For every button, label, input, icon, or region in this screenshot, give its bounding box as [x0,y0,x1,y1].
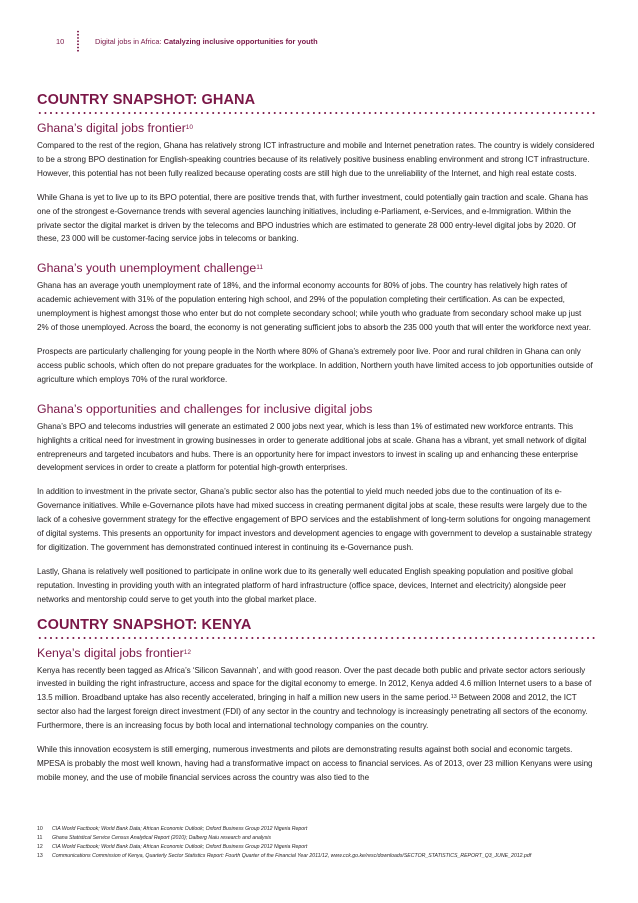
heading-text: Kenya’s digital jobs frontier [37,645,184,660]
kenya-section-title: COUNTRY SNAPSHOT: KENYA [37,616,252,633]
footnote-text: CIA World Factbook; World Bank Data; African Economic Outlook; Oxford Business Group 2012 Nigeria Report [52,826,308,832]
paragraph-text: Between 2008 and 2012, the ICT sector also had the largest foreign direct investment (FDI) of any sector in the country and technology is increasingly penetrating all sectors of the economy. Furthermore, there is an increasing focus by both local and international technology companies on the country. [37,693,588,731]
ghana-frontier-heading [37,121,595,136]
header-title-bold: Catalyzing inclusive opportunities for youth [163,37,318,46]
heading-text: Ghana’s youth unemployment challenge [37,261,257,276]
footnote-text: Ghana Statistical Service Census Analytical Report (2010); Dalberg Naiu research and analysis [52,834,271,841]
ghana-section-title: COUNTRY SNAPSHOT: GHANA [37,92,256,108]
header-title [95,37,318,46]
footnote-number: 10 [37,826,43,832]
paragraph: Lastly, Ghana is relatively well positioned to participate in online work due to its generally well educated English speaking population and positive global reputation. Investing in providing youth with an integrated platform of hard infrastructure (office space, devices, Internet and electricity) alongside peer networks and mentorship could serve to get youth into the global market place. [37,566,573,604]
footnote-text: Communications Commission of Kenya, Quarterly Sector Statistics Report: Fourth Quarter of the Financial Year 2011/12, www.cck.go.ke/resc/downloads/SECTOR_STATISTICS_REPORT_Q3_JUNE_2012.pdf [52,852,532,859]
paragraph: In addition to investment in the private sector, Ghana’s public sector also has the potential to yield much needed jobs due to the continuation of its e-Governance initiatives. While e-Governance pilots have had mixed success in creating permanent digital jobs at scale, these results were largely due to the lack of a cohesive government strategy for the effective engagement of BPO services and the establishment of long-term solutions for ongoing management of digital systems. This presents an opportunity for impact investors and development agencies to engage with government to develop a sustainable strategy for digitization. The government has demonstrated continued interest in continuing its e-Governance push. [37,487,592,552]
footnote-ref: 10 [185,124,194,131]
section-divider [37,636,595,640]
page-header [56,36,598,50]
footnote [37,825,597,834]
footnote [37,834,597,843]
paragraph: Compared to the rest of the region, Ghana has relatively strong ICT infrastructure and mobile and Internet penetration rates. The country is widely considered to be a strong BPO destination for English-speaking countries because of its relatively positive business enabling environment and strong ICT infrastructure. However, this potential has not been fully realized because operating costs are still high due to the unreliability of the Internet, and high real estate costs. [37,141,595,178]
kenya-frontier-heading [37,646,595,661]
footnote-ref: 13 [450,694,457,701]
ghana-opportunities-heading: Ghana’s opportunities and challenges for inclusive digital jobs [37,401,373,416]
footnotes [37,825,597,861]
paragraph: While Ghana is yet to live up to its BPO potential, there are positive trends that, with further investment, could potentially gain traction and scale. Ghana has one of the strongest e-Governance trends with several agencies launching initiatives, including e-Parliament, e-Services, and e-Immigration. Within the private sector the digital market is driven by the telecoms and BPO industries which are estimated to generate 28 000 entry-level digital jobs by 2020. Of these, 23 000 will be customer-facing service jobs in telecoms or banking. [37,192,589,244]
heading-text: Ghana’s digital jobs frontier [37,121,186,135]
paragraph: Prospects are particularly challenging for young people in the North where 80% of Ghana’s extremely poor live. Poor and rural children in Ghana can only access public schools, which often do not prepare graduates for the workplace. In addition, Northern youth have limited access to job opportunities outside of agriculture which employs 70% of the rural workforce. [37,346,593,384]
footnote-text: CIA World Factbook; World Bank Data; African Economic Outlook; Oxford Business Group 2012 Nigeria Report [52,843,308,850]
paragraph: Ghana has an average youth unemployment rate of 18%, and the informal economy accounts for 80% of jobs. The country has relatively high rates of academic achievement with 31% of the population entering high school, and 29% of the population completing their certification. As can be expected, unemployment is highest amongst those who enter but do not complete secondary school; while youth who graduate from secondary school make up just 2% of those unemployed. Across the board, the economy is not generating sufficient jobs to absorb the 235 000 youth that will enter the workforce next year. [37,281,591,333]
footnote-ref: 12 [183,648,191,656]
page-number: 10 [56,37,65,46]
paragraph: While this innovation ecosystem is still emerging, numerous investments and pilots are demonstrating results against both social and economic targets. MPESA is probably the most well known, having had a transformative impact on access to financial services. As of 2013, over 23 million Kenyans were using mobile money, and the use of mobile financial services across the country was also tied to the [37,745,593,782]
main-content [37,92,595,795]
footnote-number: 12 [37,843,43,850]
paragraph-text: Kenya has recently been tagged as Africa’s ‘Silicon Savannah’, and with good reason. Over the past decade both public and private sector actors seriously invested in building the right infrastructure, access and space for the digital economy to emerge. In 2012, Kenya added 4.6 million Internet users to a base of 13.5 million. Broadband uptake has also recently accelerated, bringing in half a million new users in the same period. [37,665,592,703]
header-divider [77,30,79,52]
section-divider [37,111,595,115]
header-title-prefix: Digital jobs in Africa: [95,37,164,46]
ghana-youth-heading [37,261,595,276]
footnote-number: 13 [37,852,43,859]
footnote-ref: 11 [256,264,263,272]
footnote [37,843,597,852]
footnote-number: 11 [37,834,43,841]
paragraph: Ghana’s BPO and telecoms industries will generate an estimated 2 000 jobs next year, which is less than 1% of estimated new workforce entrants. This highlights a critical need for investment in growing businesses in order to generate additional jobs at scale. Ghana has a vibrant, yet small network of digital entrepreneurs and targeted incubators and hubs. There is an opportunity here for impact investors to invest in scaling up and enhancing these enterprise development services in order to create a platform for potential high-growth enterprises. [37,421,587,473]
footnote [37,852,597,861]
paragraph [37,664,595,734]
